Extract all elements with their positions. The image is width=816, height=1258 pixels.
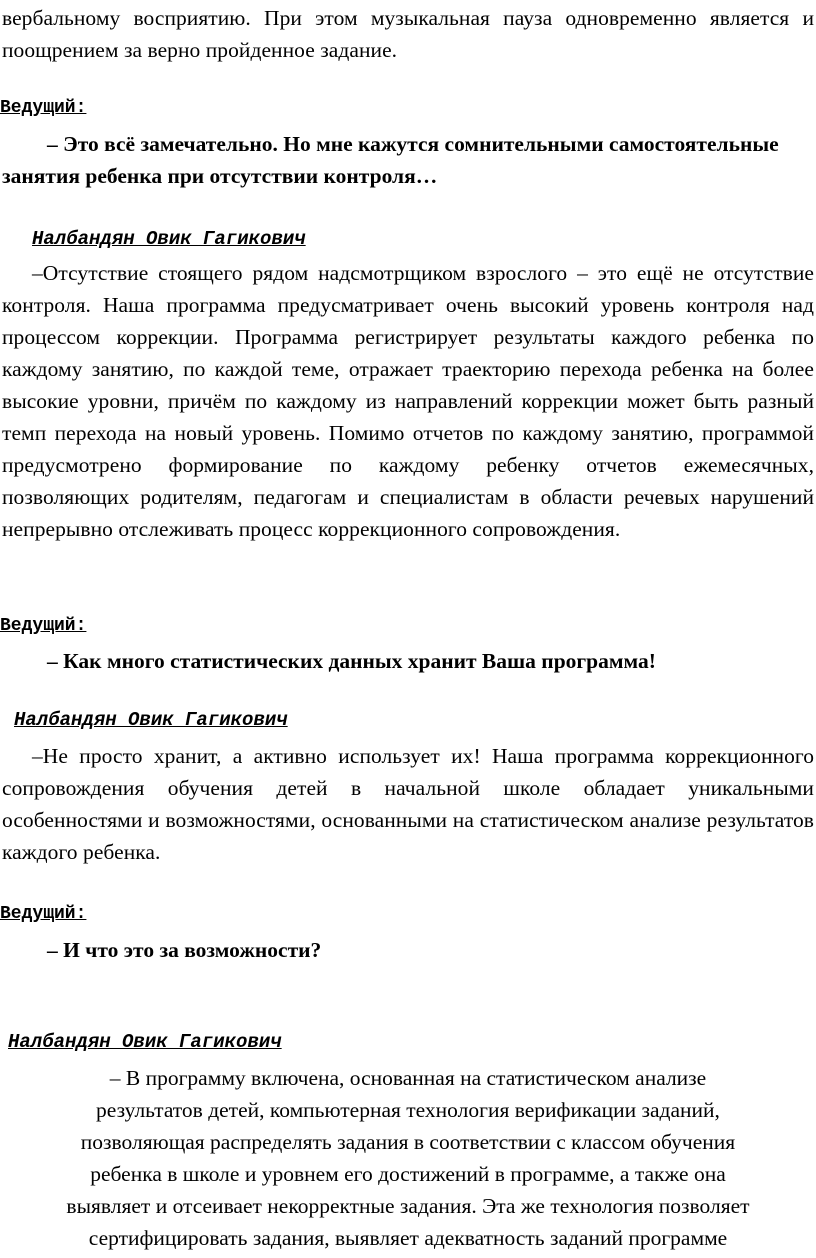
answer-2-block xyxy=(0,740,816,868)
host-question: – Как много статистических данных хранит Ваша программа! xyxy=(47,649,656,673)
answer-line: позволяющая распределять задания в соответствии с классом обучения xyxy=(80,1130,736,1154)
speaker-name: Налбандян Овик Гагикович xyxy=(14,709,288,731)
speaker-answer: –Не просто хранит, а активно использует их! Наша программа коррекционного сопровождения обучения детей в начальной школе обладает уникальными особенностями и возможностями, основанными на статистическом анализе результатов каждого ребенка. xyxy=(2,744,814,864)
speaker-name: Налбандян Овик Гагикович xyxy=(8,1031,282,1053)
speaker-answer: –Отсутствие стоящего рядом надсмотрщиком взрослого – это ещё не отсутствие контроля. Наша программа предусматривает очень высокий уровень контроля над процессом коррекции. Программа регистрирует результаты каждого ребенка по каждому занятию, по каждой теме, отражает траекторию перехода ребенка на более высокие уровни, причём по каждому из направлений коррекции может быть разный темп перехода на новый уровень. Помимо отчетов по каждому занятию, программой предусмотрено формирование по каждому ребенку отчетов ежемесячных, позволяющих родителям, педагогам и специалистам в области речевых нарушений непрерывно отслеживать процесс коррекционного сопровождения. xyxy=(2,261,814,541)
host-question-3-block xyxy=(0,934,816,966)
answer-line: выявляет и отсеивает некорректные задания. Эта же технология позволяет xyxy=(66,1194,750,1218)
host-question: – Это всё замечательно. Но мне кажутся сомнительными самостоятельные занятия ребенка при отсутствии контроля… xyxy=(2,132,779,188)
answer-line: сертифицировать задания, выявляет адекватность заданий программе xyxy=(88,1226,728,1250)
intro-section xyxy=(0,2,816,66)
answer-line: – В программу включена, основанная на статистическом анализе xyxy=(109,1066,707,1090)
answer-3-block xyxy=(0,1062,816,1254)
host-label: Ведущий: xyxy=(0,98,87,118)
host-question: – И что это за возможности? xyxy=(47,938,322,962)
host-label-2-block xyxy=(0,614,816,638)
host-question-1-block xyxy=(0,128,816,192)
speaker-name-2-block xyxy=(0,708,816,732)
speaker-name-3-block xyxy=(0,1030,816,1054)
answer-1-block xyxy=(0,257,816,545)
host-label-1-block xyxy=(0,96,816,120)
answer-line: результатов детей, компьютерная технология верификации заданий, xyxy=(96,1098,720,1122)
host-question-2-block xyxy=(0,645,816,677)
host-label-3-block xyxy=(0,902,816,926)
speaker-name-1-block xyxy=(0,227,816,251)
speaker-name: Налбандян Овик Гагикович xyxy=(32,228,306,250)
host-label: Ведущий: xyxy=(0,904,87,924)
intro-paragraph: вербальному восприятию. При этом музыкальная пауза одновременно является и поощрением за верно пройденное задание. xyxy=(2,6,814,62)
answer-line: ребенка в школе и уровнем его достижений в программе, а также она xyxy=(90,1162,726,1186)
host-label: Ведущий: xyxy=(0,616,87,636)
